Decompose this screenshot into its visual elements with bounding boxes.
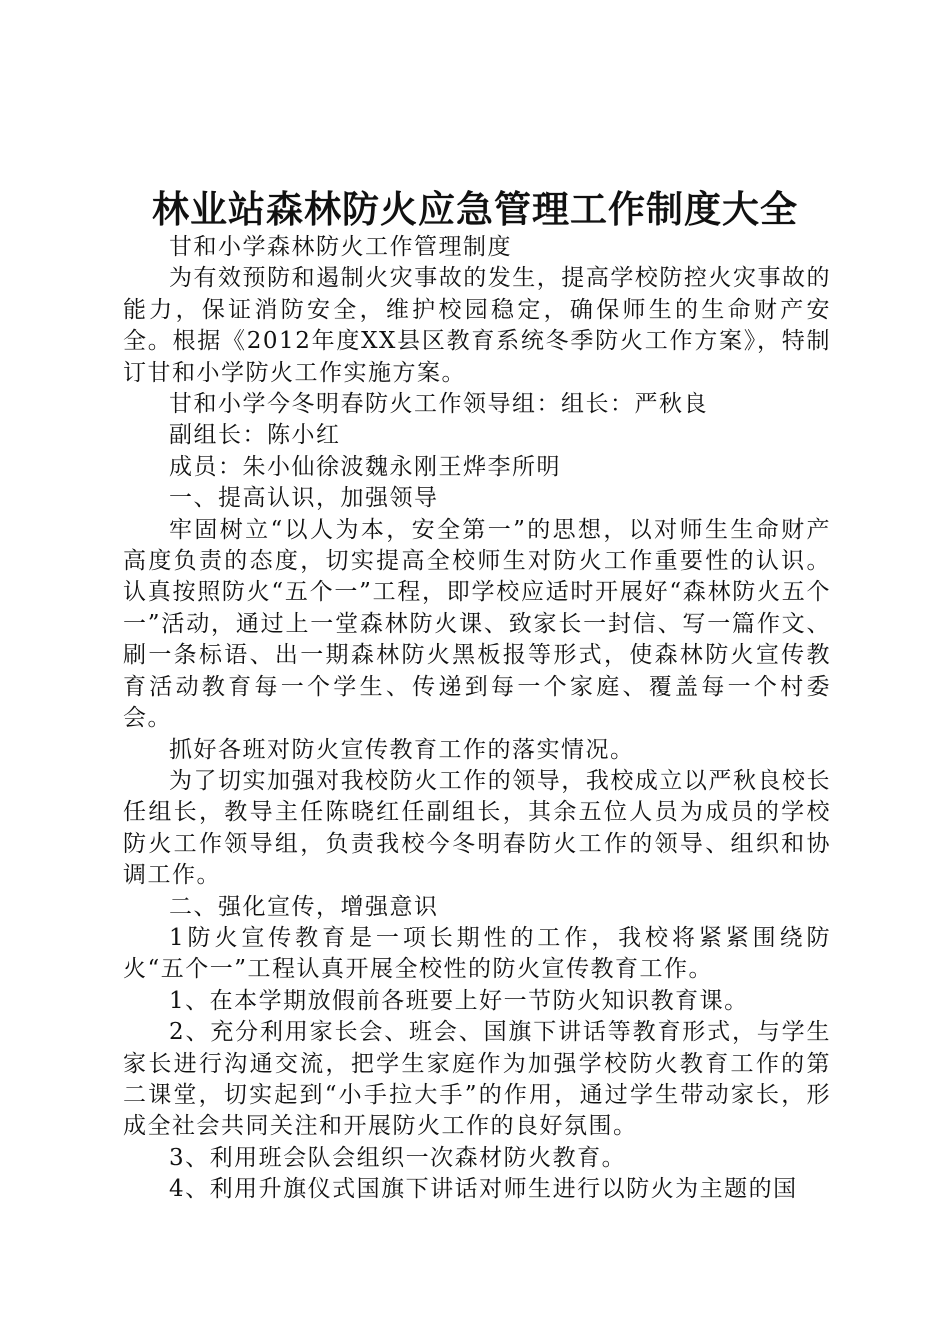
- document-body: [123, 232, 831, 1206]
- document-title: 林业站森林防火应急管理工作制度大全: [152, 187, 798, 231]
- paragraph-deputy-leader: 副组长：陈小红: [169, 422, 341, 449]
- paragraph-school-regulation: 甘和小学森林防火工作管理制度: [169, 234, 512, 260]
- paragraph-leadership-group: 甘和小学今冬明春防火工作领导组：组长：严秋良: [169, 391, 708, 418]
- paragraph-members: 成员：朱小仙徐波魏永刚王烨李所明: [169, 453, 561, 480]
- paragraph-implementation: 抓好各班对防火宣传教育工作的落实情况。: [169, 736, 635, 763]
- paragraph-leadership-detail: 为了切实加强对我校防火工作的领导，我校成立以严秋良校长任组长，教导主任陈晓红任副组长，其余五位人员为成员的学校防火工作领导组，负责我校今冬明春防火工作的领导、组织和协调工作。: [123, 767, 831, 889]
- list-item-1: 1、在本学期放假前各班要上好一节防火知识教育课。: [169, 987, 749, 1014]
- paragraph-long-term-education: 1防火宣传教育是一项长期性的工作，我校将紧紧围绕防火“五个一”工程认真开展全校性的防火宣传教育工作。: [123, 924, 831, 983]
- list-item-4: 4、利用升旗仪式国旗下讲话对师生进行以防火为主题的国: [169, 1176, 798, 1203]
- list-item-2: 2、充分利用家长会、班会、国旗下讲话等教育形式，与学生家长进行沟通交流，把学生家庭作为加强学校防火教育工作的第二课堂，切实起到“小手拉大手”的作用，通过学生带动家长，形成全社会共同关注和开展防火工作的良好氛围。: [123, 1019, 831, 1140]
- paragraph-awareness: 牢固树立“以人为本，安全第一”的思想，以对师生生命财产高度负责的态度，切实提高全校师生对防火工作重要性的认识。认真按照防火“五个一”工程，即学校应适时开展好“森林防火五个一”活动，通过上一堂森林防火课、致家长一封信、写一篇作文、刷一条标语、出一期森林防火黑板报等形式，使森林防火宣传教育活动教育每一个学生、传递到每一个家庭、覆盖每一个村委会。: [123, 516, 831, 732]
- list-item-3: 3、利用班会队会组织一次森材防火教育。: [169, 1144, 627, 1171]
- section-heading-1: 一、提高认识，加强领导: [169, 485, 439, 512]
- section-heading-2: 二、强化宣传，增强意识: [169, 893, 439, 920]
- paragraph-purpose: 为有效预防和遏制火灾事故的发生，提高学校防控火灾事故的能力，保证消防安全，维护校园稳定，确保师生的生命财产安全。根据《2012年度XX县区教育系统冬季防火工作方案》，特制订甘和小学防火工作实施方案。: [123, 265, 831, 386]
